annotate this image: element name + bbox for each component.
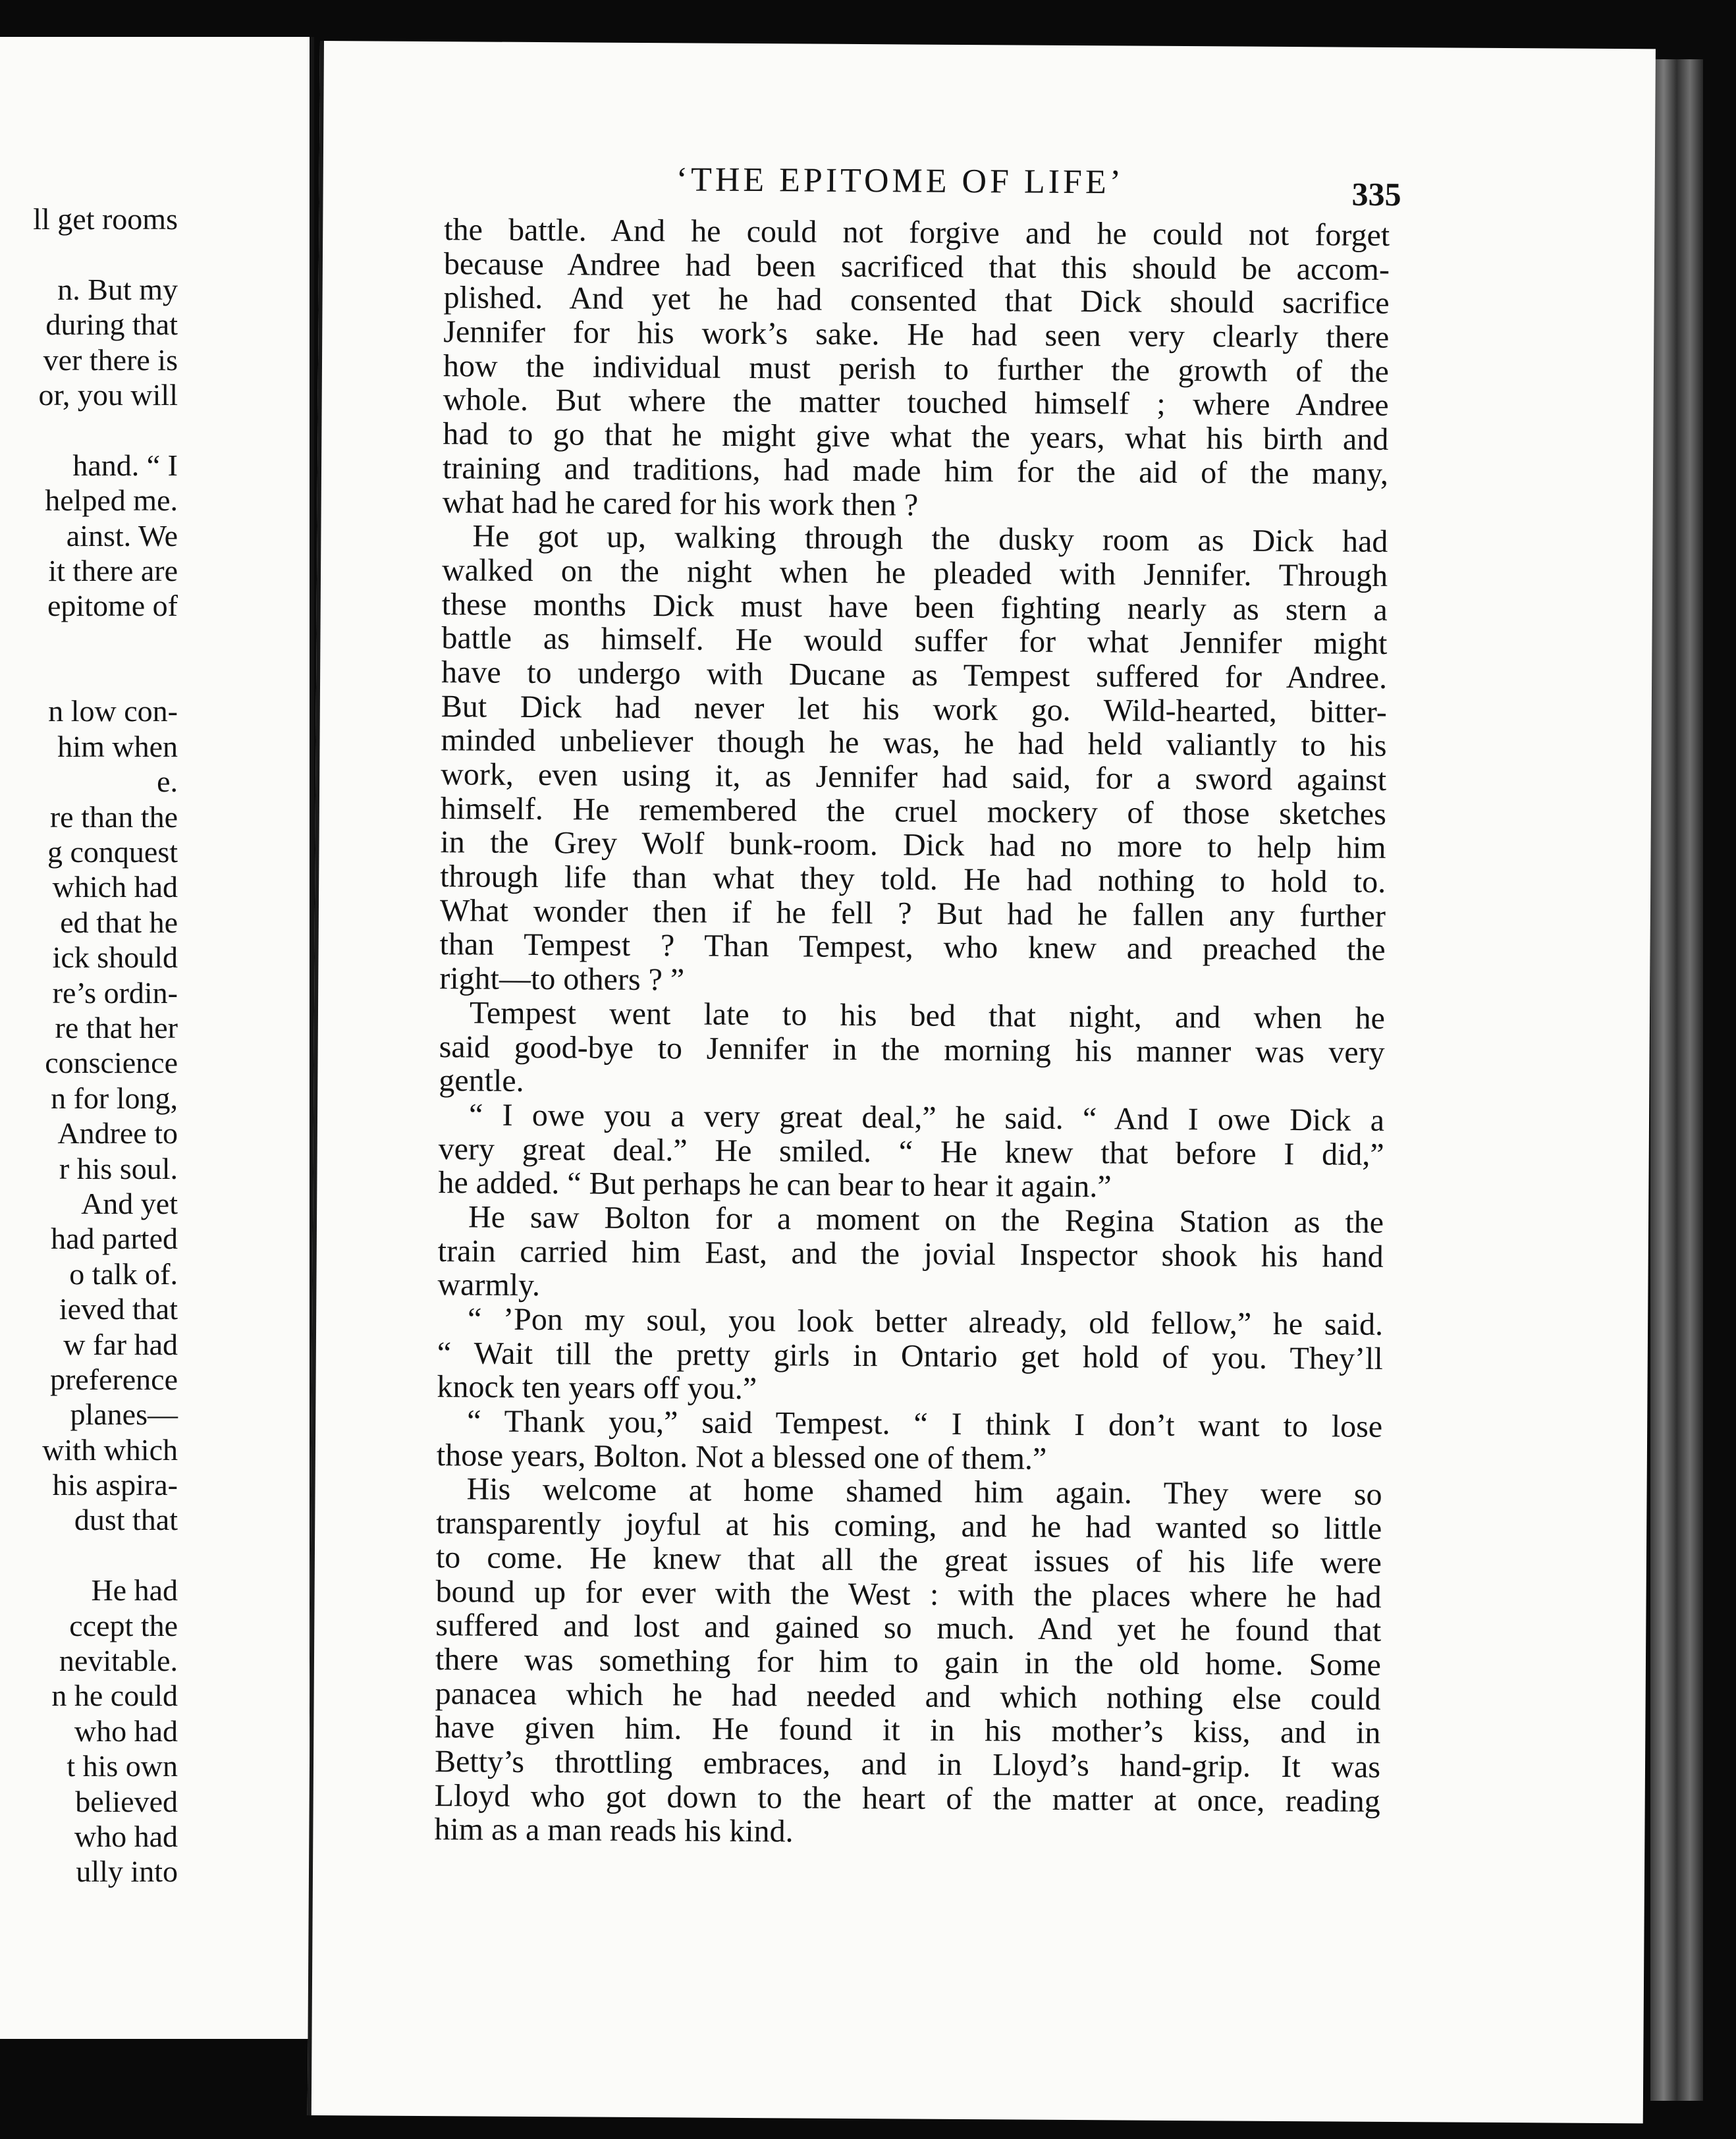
- text-line: have to undergo with Ducane as Tempest suffered for Andree.: [441, 655, 1388, 695]
- left-page-line: g conquest: [47, 835, 178, 869]
- text-line: whole. But where the matter touched himself ; where Andree: [443, 382, 1389, 423]
- left-page-line: n he could: [51, 1679, 178, 1713]
- left-page-line: r his soul.: [59, 1151, 178, 1185]
- text-line: “ I owe you a very great deal,” he said. “ And I owe Dick a: [468, 1097, 1385, 1138]
- left-page-line: during that: [45, 308, 178, 342]
- left-page-line: conscience: [45, 1046, 178, 1080]
- left-page-line: who had: [74, 1819, 178, 1853]
- left-page-line: Andree to: [57, 1116, 178, 1151]
- left-page-line: [0, 1538, 178, 1573]
- text-line: train carried him East, and the jovial Inspector shook his hand: [437, 1233, 1384, 1274]
- left-page-line: epitome of: [47, 589, 178, 623]
- left-page-line: n low con-: [48, 694, 178, 728]
- left-page-line: re than the: [49, 799, 178, 834]
- page-edge: [1650, 59, 1703, 2101]
- text-line: said good-bye to Jennifer in the morning his manner was very: [439, 1029, 1385, 1070]
- text-line: how the individual must perish to further the growth of the: [443, 348, 1390, 389]
- text-line: knock ten years off you.”: [437, 1369, 757, 1407]
- left-page-line: helped me.: [45, 483, 178, 518]
- left-page-line: hand. “ I: [72, 448, 178, 482]
- left-page-line: or, you will: [38, 377, 178, 412]
- left-page-line: [0, 624, 178, 659]
- page-number: 335: [1351, 175, 1401, 213]
- text-line: transparently joyful at his coming, and he had wanted so little: [436, 1505, 1382, 1547]
- left-page-line: w far had: [63, 1327, 178, 1361]
- left-page-line: nevitable.: [59, 1644, 178, 1678]
- text-line: minded unbeliever though he was, he had held valiantly to his: [441, 722, 1387, 764]
- text-line: panacea which he had needed and which nothing else could: [435, 1675, 1381, 1717]
- text-line: “ Thank you,” said Tempest. “ I think I don’t want to lose: [467, 1403, 1383, 1444]
- text-line: He got up, walking through the dusky room as Dick had: [472, 518, 1388, 560]
- text-line: there was something for him to gain in the old home. Some: [435, 1641, 1382, 1683]
- text-line: Betty’s throttling embraces, and in Lloyd’s hand-grip. It was: [434, 1744, 1381, 1785]
- text-line: But Dick had never let his work go. Wild-hearted, bitter-: [441, 688, 1387, 730]
- text-line: walked on the night when he pleaded with Jennifer. Through: [441, 553, 1388, 593]
- left-page-line: n for long,: [51, 1081, 178, 1115]
- left-page-line: with which: [42, 1432, 178, 1467]
- left-page-line: which had: [52, 870, 178, 904]
- text-line: than Tempest ? Than Tempest, who knew and preached the: [439, 927, 1386, 968]
- left-page-line: him when: [57, 729, 178, 763]
- left-page-line: [0, 412, 178, 447]
- left-page-line: had parted: [51, 1222, 178, 1256]
- text-line: Tempest went late to his bed that night, and when he: [469, 995, 1386, 1036]
- text-line: He saw Bolton for a moment on the Regina Station as the: [468, 1199, 1384, 1240]
- text-line: through life than what they told. He had nothing to hold to.: [440, 859, 1386, 900]
- left-page-line: ieved that: [59, 1292, 178, 1326]
- body-text: [434, 213, 1390, 1853]
- left-page-line: re’s ordin-: [52, 975, 178, 1010]
- text-line: have given him. He found it in his mother’s kiss, and in: [435, 1710, 1381, 1751]
- text-line: battle as himself. He would suffer for what Jennifer might: [441, 620, 1388, 662]
- text-line: right—to others ? ”: [439, 961, 685, 998]
- left-page-line: And yet: [81, 1186, 178, 1220]
- left-page-line: believed: [75, 1784, 178, 1818]
- text-line: Lloyd who got down to the heart of the matter at once, reading: [434, 1777, 1380, 1819]
- text-line: very great deal.” He smiled. “ He knew that before I did,”: [438, 1131, 1384, 1172]
- text-line: because Andree had been sacrificed that this should be accom-: [443, 246, 1390, 287]
- text-line: warmly.: [437, 1267, 541, 1303]
- left-page-line: [0, 659, 178, 693]
- left-page-line: preference: [49, 1362, 178, 1396]
- text-line: suffered and lost and gained so much. And yet he found that: [435, 1608, 1382, 1649]
- left-page-line: who had: [74, 1714, 178, 1748]
- text-line: plished. And yet he had consented that Dick should sacrifice: [443, 280, 1390, 321]
- left-page-line: t his own: [67, 1749, 178, 1783]
- left-page-line: ver there is: [43, 342, 178, 377]
- left-page-line: e.: [157, 765, 178, 799]
- left-page-line: n. But my: [57, 272, 178, 306]
- left-page-line: ainst. We: [66, 518, 178, 553]
- left-page-line: o talk of.: [69, 1257, 178, 1291]
- left-page-line: planes—: [70, 1397, 178, 1432]
- text-line: bound up for ever with the West : with the places where he had: [435, 1573, 1382, 1615]
- left-page-line: ick should: [52, 940, 178, 975]
- text-line: “ ’Pon my soul, you look better already, old fellow,” he said.: [467, 1301, 1384, 1342]
- left-page-text: [0, 202, 178, 1889]
- left-page-line: ully into: [76, 1855, 178, 1889]
- text-line: him as a man reads his kind.: [434, 1812, 794, 1849]
- left-page-line: He had: [91, 1573, 178, 1608]
- left-page-line: ll get rooms: [33, 202, 178, 236]
- left-page-line: ccept the: [69, 1608, 178, 1642]
- text-line: gentle.: [439, 1063, 524, 1099]
- left-page-line: it there are: [48, 553, 178, 587]
- text-line: Jennifer for his work’s sake. He had seen very clearly there: [443, 314, 1390, 355]
- text-line: What wonder then if he fell ? But had he fallen any further: [439, 892, 1386, 934]
- left-page-line: [0, 236, 178, 271]
- text-line: those years, Bolton. Not a blessed one of them.”: [436, 1437, 1047, 1476]
- left-page-line: his aspira-: [52, 1468, 178, 1502]
- right-page: [308, 41, 1656, 2123]
- running-head: ‘THE EPITOME OF LIFE’: [676, 161, 1125, 202]
- text-line: the battle. And he could not forgive and he could not forget: [444, 212, 1390, 253]
- text-line: what had he cared for his work then ?: [442, 484, 919, 523]
- text-line: training and traditions, had made him for the aid of the many,: [442, 450, 1389, 491]
- text-line: had to go that he might give what the years, what his birth and: [443, 416, 1389, 458]
- text-line: to come. He knew that all the great issues of his life were: [435, 1539, 1382, 1581]
- left-page-line: dust that: [74, 1503, 178, 1537]
- text-line: work, even using it, as Jennifer had said, for a sword against: [441, 757, 1387, 798]
- text-line: himself. He remembered the cruel mockery of those sketches: [440, 790, 1387, 832]
- text-line: His welcome at home shamed him again. They were so: [466, 1471, 1382, 1513]
- left-page-line: re that her: [55, 1010, 178, 1044]
- left-page: [0, 37, 314, 2039]
- left-page-line: ed that he: [60, 905, 178, 939]
- text-line: “ Wait till the pretty girls in Ontario get hold of you. They’ll: [437, 1335, 1383, 1376]
- text-line: in the Grey Wolf bunk-room. Dick had no more to help him: [440, 825, 1386, 866]
- text-line: he added. “ But perhaps he can bear to hear it again.”: [438, 1165, 1112, 1205]
- text-line: these months Dick must have been fighting nearly as stern a: [441, 586, 1388, 628]
